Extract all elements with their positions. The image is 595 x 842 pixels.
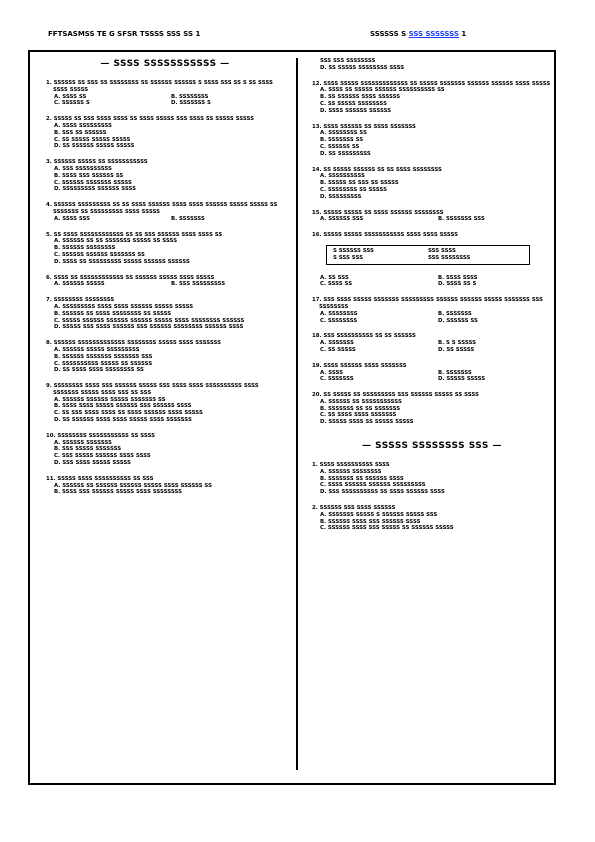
option: A. SSSS SSS	[54, 215, 91, 222]
option: B. SSSS SSSS	[438, 274, 478, 281]
question-stem: 20. SS SSSSS SS SSSSSSSSS SSS SSSSSS SSSSS SS SSSS	[312, 392, 479, 399]
question-stem: 18. SSS SSSSSSSSSS SS SS SSSSSS	[312, 333, 416, 340]
question-stem: 15. SSSSS SSSSS SS SSSS SSSSSS SSSSSSSS	[312, 209, 444, 216]
option: B. SSSSSSS SSS	[438, 216, 485, 223]
question-stem: 11. SSSSS SSSS SSSSSSSSSS SS SSS	[46, 475, 154, 482]
option: D. SS SSSSS	[438, 346, 475, 353]
box-item: SSS SSSS	[428, 247, 456, 254]
option: A. SSSSSS SS SS SSSSSSS SSSSS SS SSSS	[54, 238, 178, 245]
question	[312, 505, 552, 532]
question	[312, 297, 552, 324]
option: B. S S SSSSS	[438, 340, 476, 347]
question	[46, 232, 284, 266]
option-list	[312, 275, 552, 289]
question-stem: 13. SSSS SSSSSS SS SSSS SSSSSSS	[312, 123, 416, 130]
option: C. SS SSS SSSS SSSS SS SSSS SSSSSS SSSS SSSSS	[54, 410, 203, 417]
option-list	[46, 397, 284, 424]
question	[312, 363, 552, 383]
option: C. SSSSSS SSSSSS SSSSSSS SS	[54, 251, 145, 258]
header-right	[370, 30, 466, 38]
option: B. SSSSSSS	[438, 310, 472, 317]
option-list	[46, 483, 284, 497]
option: A. SSSSSS SS SSSSSSSSSSS	[320, 398, 402, 405]
option: D. SSSSSSSSS	[320, 193, 362, 200]
option: C. SSSSSS S	[54, 100, 90, 107]
option: B. SSS SS SSSSSS	[54, 129, 107, 136]
section2-title: — SSSSS SSSSSSSS SSS —	[362, 441, 502, 452]
box-item: S SSSSSS SSS	[333, 247, 374, 254]
option: B. SSS SSSSSSSSS	[171, 281, 226, 288]
question-stem: 4. SSSSSS SSSSSSSSS SS SS SSSS SSSSSS SSSS SSSS SSSSSS SSSSS SSSSS SS SSSSSSS SS SSSSSSSSS SSSS SSSSS	[46, 202, 278, 215]
option: D. SSSSSSSSS SSSSSS SSSS	[54, 186, 137, 193]
option: D. SSSS SSSSSS SSSSSS	[320, 107, 392, 114]
option: B. SSSSSS SSSSSSSS	[54, 245, 116, 252]
option-list	[312, 130, 552, 157]
question-stem: 6. SSSS SS SSSSSSSSSSSS SS SSSSSS SSSSS SSSS SSSSS	[46, 274, 215, 281]
option: A. SSSSSSSS SS	[320, 130, 367, 137]
option: D. SS SSSSSS SSSS SSSS SSSSS SSSS SSSSSSS	[54, 417, 192, 424]
option: C. SSSSSSSS	[320, 317, 358, 324]
question	[46, 433, 284, 467]
question	[312, 124, 552, 158]
left-question-list	[46, 80, 284, 496]
option: D. SSSSSSS S	[171, 100, 211, 107]
question-stem: 1. SSSSSS SS SSS SS SSSSSSSS SS SSSSSS SSSSSS S SSSS SSS SS S SS SSSS SSSS SSSSS	[46, 80, 273, 93]
question	[312, 232, 552, 288]
option: SSS SSS SSSSSSSS	[320, 58, 376, 64]
option-list	[46, 440, 284, 467]
option-list	[312, 469, 552, 496]
option: D. SSSSSS SS	[438, 317, 478, 324]
question-stem: 8. SSSSSS SSSSSSSSSSSSS SSSSSSSS SSSSS SSSS SSSSSSS	[46, 340, 222, 347]
option: D. SS SSSSSS SSSSS SSSSS	[54, 143, 135, 150]
option: B. SSSS SSS SSSSSS SSSSS SSSS SSSSSSSS	[54, 489, 183, 496]
section-title: — SSSS SSSSSSSSSSS —	[100, 59, 230, 69]
question-stem: 3. SSSSSS SSSSS SS SSSSSSSSSSS	[46, 159, 148, 166]
option-list	[312, 370, 552, 384]
option: B. SSSSSSS SS SS SSSSSSS	[320, 405, 401, 412]
option: A. SSSS	[320, 369, 343, 376]
option: C. SSS SSSSS SSSSSS SSSS SSSS	[54, 453, 151, 460]
option-list	[46, 166, 284, 193]
question	[46, 383, 284, 424]
option: B. SSSSSSS SS	[320, 137, 364, 144]
option-list	[312, 399, 552, 426]
option: C. SSSSSSSS SS SSSSS	[320, 186, 387, 193]
option: B. SSSS SSS SSSSSS SS	[54, 172, 124, 179]
option-list	[312, 173, 552, 200]
option: D. SSS SSSS SSSSS SSSSS	[54, 460, 131, 467]
question	[312, 462, 552, 496]
header-left-text: FFTSASMSS TE G SFSR TSSSS SSS SS 1	[48, 30, 201, 38]
option: D. SSSS SS SSSSSSSSS SSSSS SSSSSS SSSSSS	[54, 258, 190, 265]
option: A. SSSSSS SSSSSSS	[54, 439, 112, 446]
option: C. SS SSSS SSSS SSSSSSS	[320, 412, 397, 419]
boxed-statement	[326, 245, 530, 265]
question-stem: 12. SSSS SSSSS SSSSSSSSSSSSS SS SSSSS SSSSSSS SSSSSS SSSSSS SSSS SSSSS	[312, 80, 551, 87]
question-stem: 10. SSSSSSSS SSSSSSSSSSS SS SSSS	[46, 432, 156, 439]
option-list	[46, 304, 284, 331]
question	[312, 210, 552, 224]
option: D. SS SSSSS SSSSSSSS SSSS	[320, 64, 405, 71]
option: A. SSSSSSS	[320, 340, 354, 347]
option-list	[46, 94, 284, 108]
option: A. SSSSSSSSS SSSS SSSS SSSSSS SSSSS SSSSS	[54, 303, 194, 310]
question-stem: 7. SSSSSSSS SSSSSSSS	[46, 297, 115, 304]
option: D. SS SSSS SSSS SSSSSSSS SS	[54, 367, 144, 374]
question-stem: 17. SSS SSSS SSSSS SSSSSSS SSSSSSSSS SSSSSS SSSSSS SSSSS SSSSSSS SSS SSSSSSSS	[312, 297, 543, 310]
page-header	[48, 28, 548, 42]
option: B. SSSSSS SS SSSS SSSSSSSS SS SSSSS	[54, 310, 172, 317]
question-stem: 19. SSSS SSSSSS SSSS SSSSSSS	[312, 362, 407, 369]
option: C. SSSSSS SS	[320, 143, 360, 150]
question-stem: 5. SS SSSS SSSSSSSSSSSS SS SS SSS SSSSSS SSSS SSSS SS	[46, 231, 223, 238]
option: C. SSSSS SSSSSS SSSSSS SSSSSS SSSSS SSSS SSSSSSSS SSSSSS	[54, 317, 245, 324]
option: B. SSSSS SS SSS SS SSSSS	[320, 180, 399, 187]
option: B. SSSSSS SSSS SSS SSSSSS SSSS	[320, 518, 421, 525]
question-stem: 2. SSSSS SS SSS SSSS SSSS SS SSSS SSSSS SSS SSSS SS SSSSS SSSSS	[46, 116, 255, 123]
option-list	[312, 87, 552, 114]
header-link[interactable]: SSS SSSSSSS	[408, 30, 459, 38]
question	[312, 167, 552, 201]
option: D. SSSSS SSS SSSS SSSSSS SSS SSSSSS SSSSSSSS SSSSSS SSSS	[54, 324, 244, 331]
section2-question-list	[312, 462, 552, 532]
option-list	[46, 281, 284, 288]
option: D. SSSS SS S	[438, 281, 477, 288]
question	[46, 116, 284, 150]
question-stem: 16. SSSSS SSSSS SSSSSSSSSSS SSSS SSSS SSSSS	[312, 232, 459, 239]
option: D. SSSSS SSSS SS SSSSS SSSSS	[320, 419, 414, 426]
right-column	[312, 58, 552, 541]
option: B. SSSSSSSS	[171, 93, 209, 100]
option: A. SSSSSSSS	[320, 310, 358, 317]
option: D. SSS SSSSSSSSSS SS SSSS SSSSSS SSSS	[320, 489, 445, 496]
option: A. SSSS SSSSSSSSS	[54, 122, 112, 129]
option: A. SSSSSS SSS	[320, 216, 364, 223]
option: B. SS SSSSSS SSSS SSSSSS	[320, 94, 401, 101]
option: A. SSS SSSSSSSSSS	[54, 165, 112, 172]
option-list	[312, 311, 552, 325]
option: C. SSSS SSSSSS SSSSSS SSSSSSSSS	[320, 482, 426, 489]
option: C. SSSSSS SSSS SSS SSSSS SS SSSSSS SSSSS	[320, 525, 454, 532]
option: A. SSSSSS SSSSS SSSSSSSSS	[54, 346, 140, 353]
option: C. SSSS SS	[320, 281, 353, 288]
option: C. SSSSSSS	[320, 376, 354, 383]
option: B. SSSSSSS	[438, 369, 472, 376]
question-stem: 2. SSSSSS SSS SSSS SSSSSS	[312, 505, 396, 512]
option: C. SS SSSSS	[320, 346, 356, 353]
option-list	[46, 216, 284, 223]
question	[46, 476, 284, 496]
box-item: S SSS SSS	[333, 254, 363, 261]
question	[312, 392, 552, 426]
left-column	[46, 58, 284, 505]
option-list	[312, 216, 552, 223]
question	[46, 80, 284, 107]
option-list	[46, 123, 284, 150]
question	[46, 275, 284, 289]
option: A. SSSSSSSSSS	[320, 173, 365, 180]
option: B. SSSSSSS	[171, 215, 205, 222]
option-list	[46, 238, 284, 265]
question	[46, 340, 284, 374]
option: D. SSSSS SSSSS	[438, 376, 486, 383]
box-item: SSS SSSSSSSS	[428, 254, 471, 261]
right-question-list	[312, 81, 552, 426]
header-right-suffix: 1	[461, 30, 467, 38]
option: A. SSSSSSS SSSSS S SSSSSS SSSSS SSS	[320, 511, 438, 518]
option-list	[312, 340, 552, 354]
question	[312, 81, 552, 115]
option: B. SSSS SSSS SSSSS SSSSSS SSS SSSSSS SSSS	[54, 403, 192, 410]
option: A. SS SSS	[320, 274, 349, 281]
question	[312, 333, 552, 353]
option: A. SSSS SS SSSSS SSSSSS SSSSSSSSSS SS	[320, 87, 445, 94]
option-list	[46, 347, 284, 374]
question	[46, 202, 284, 222]
option: C. SSSSSSSSSS SSSSS SS SSSSSS	[54, 360, 153, 367]
option: C. SS SSSSS SSSSSSSS	[320, 100, 387, 107]
question	[46, 297, 284, 331]
column-divider	[296, 58, 298, 770]
option: A. SSSSSS SSSSSS SSSSS SSSSSSS SS	[54, 396, 166, 403]
option: B. SSSSSS SSSSSSS SSSSSSS SSS	[54, 353, 153, 360]
option: A. SSSSSS SS SSSSSS SSSSSS SSSSS SSSS SSSSSS SS	[54, 482, 212, 489]
option: B. SSSSSSS SS SSSSSS SSSS	[320, 475, 404, 482]
option-list	[312, 512, 552, 532]
option: C. SSSSSS SSSSSSS SSSSS	[54, 179, 132, 186]
option: A. SSSSSS SSSSSSSS	[320, 468, 382, 475]
question-stem: 14. SS SSSSS SSSSSS SS SS SSSS SSSSSSSS	[312, 166, 442, 173]
question	[46, 159, 284, 193]
continued-options	[312, 58, 552, 72]
option: C. SS SSSSS SSSSS SSSSS	[54, 136, 131, 143]
header-right-prefix: SSSSSS S	[370, 30, 407, 38]
question-stem: 9. SSSSSSSS SSSS SSS SSSSSS SSSSS SSS SSSS SSSS SSSSSSSSSS SSSS SSSSSSS SSSSS SSSS SSS SS SSS	[46, 383, 259, 396]
option: D. SS SSSSSSSSS	[320, 150, 371, 157]
option: B. SSS SSSSS SSSSSSS	[54, 446, 122, 453]
question-stem: 1. SSSS SSSSSSSSSS SSSS	[312, 462, 390, 469]
option: A. SSSSSS SSSSS	[54, 281, 105, 288]
option: A. SSSS SS	[54, 93, 87, 100]
